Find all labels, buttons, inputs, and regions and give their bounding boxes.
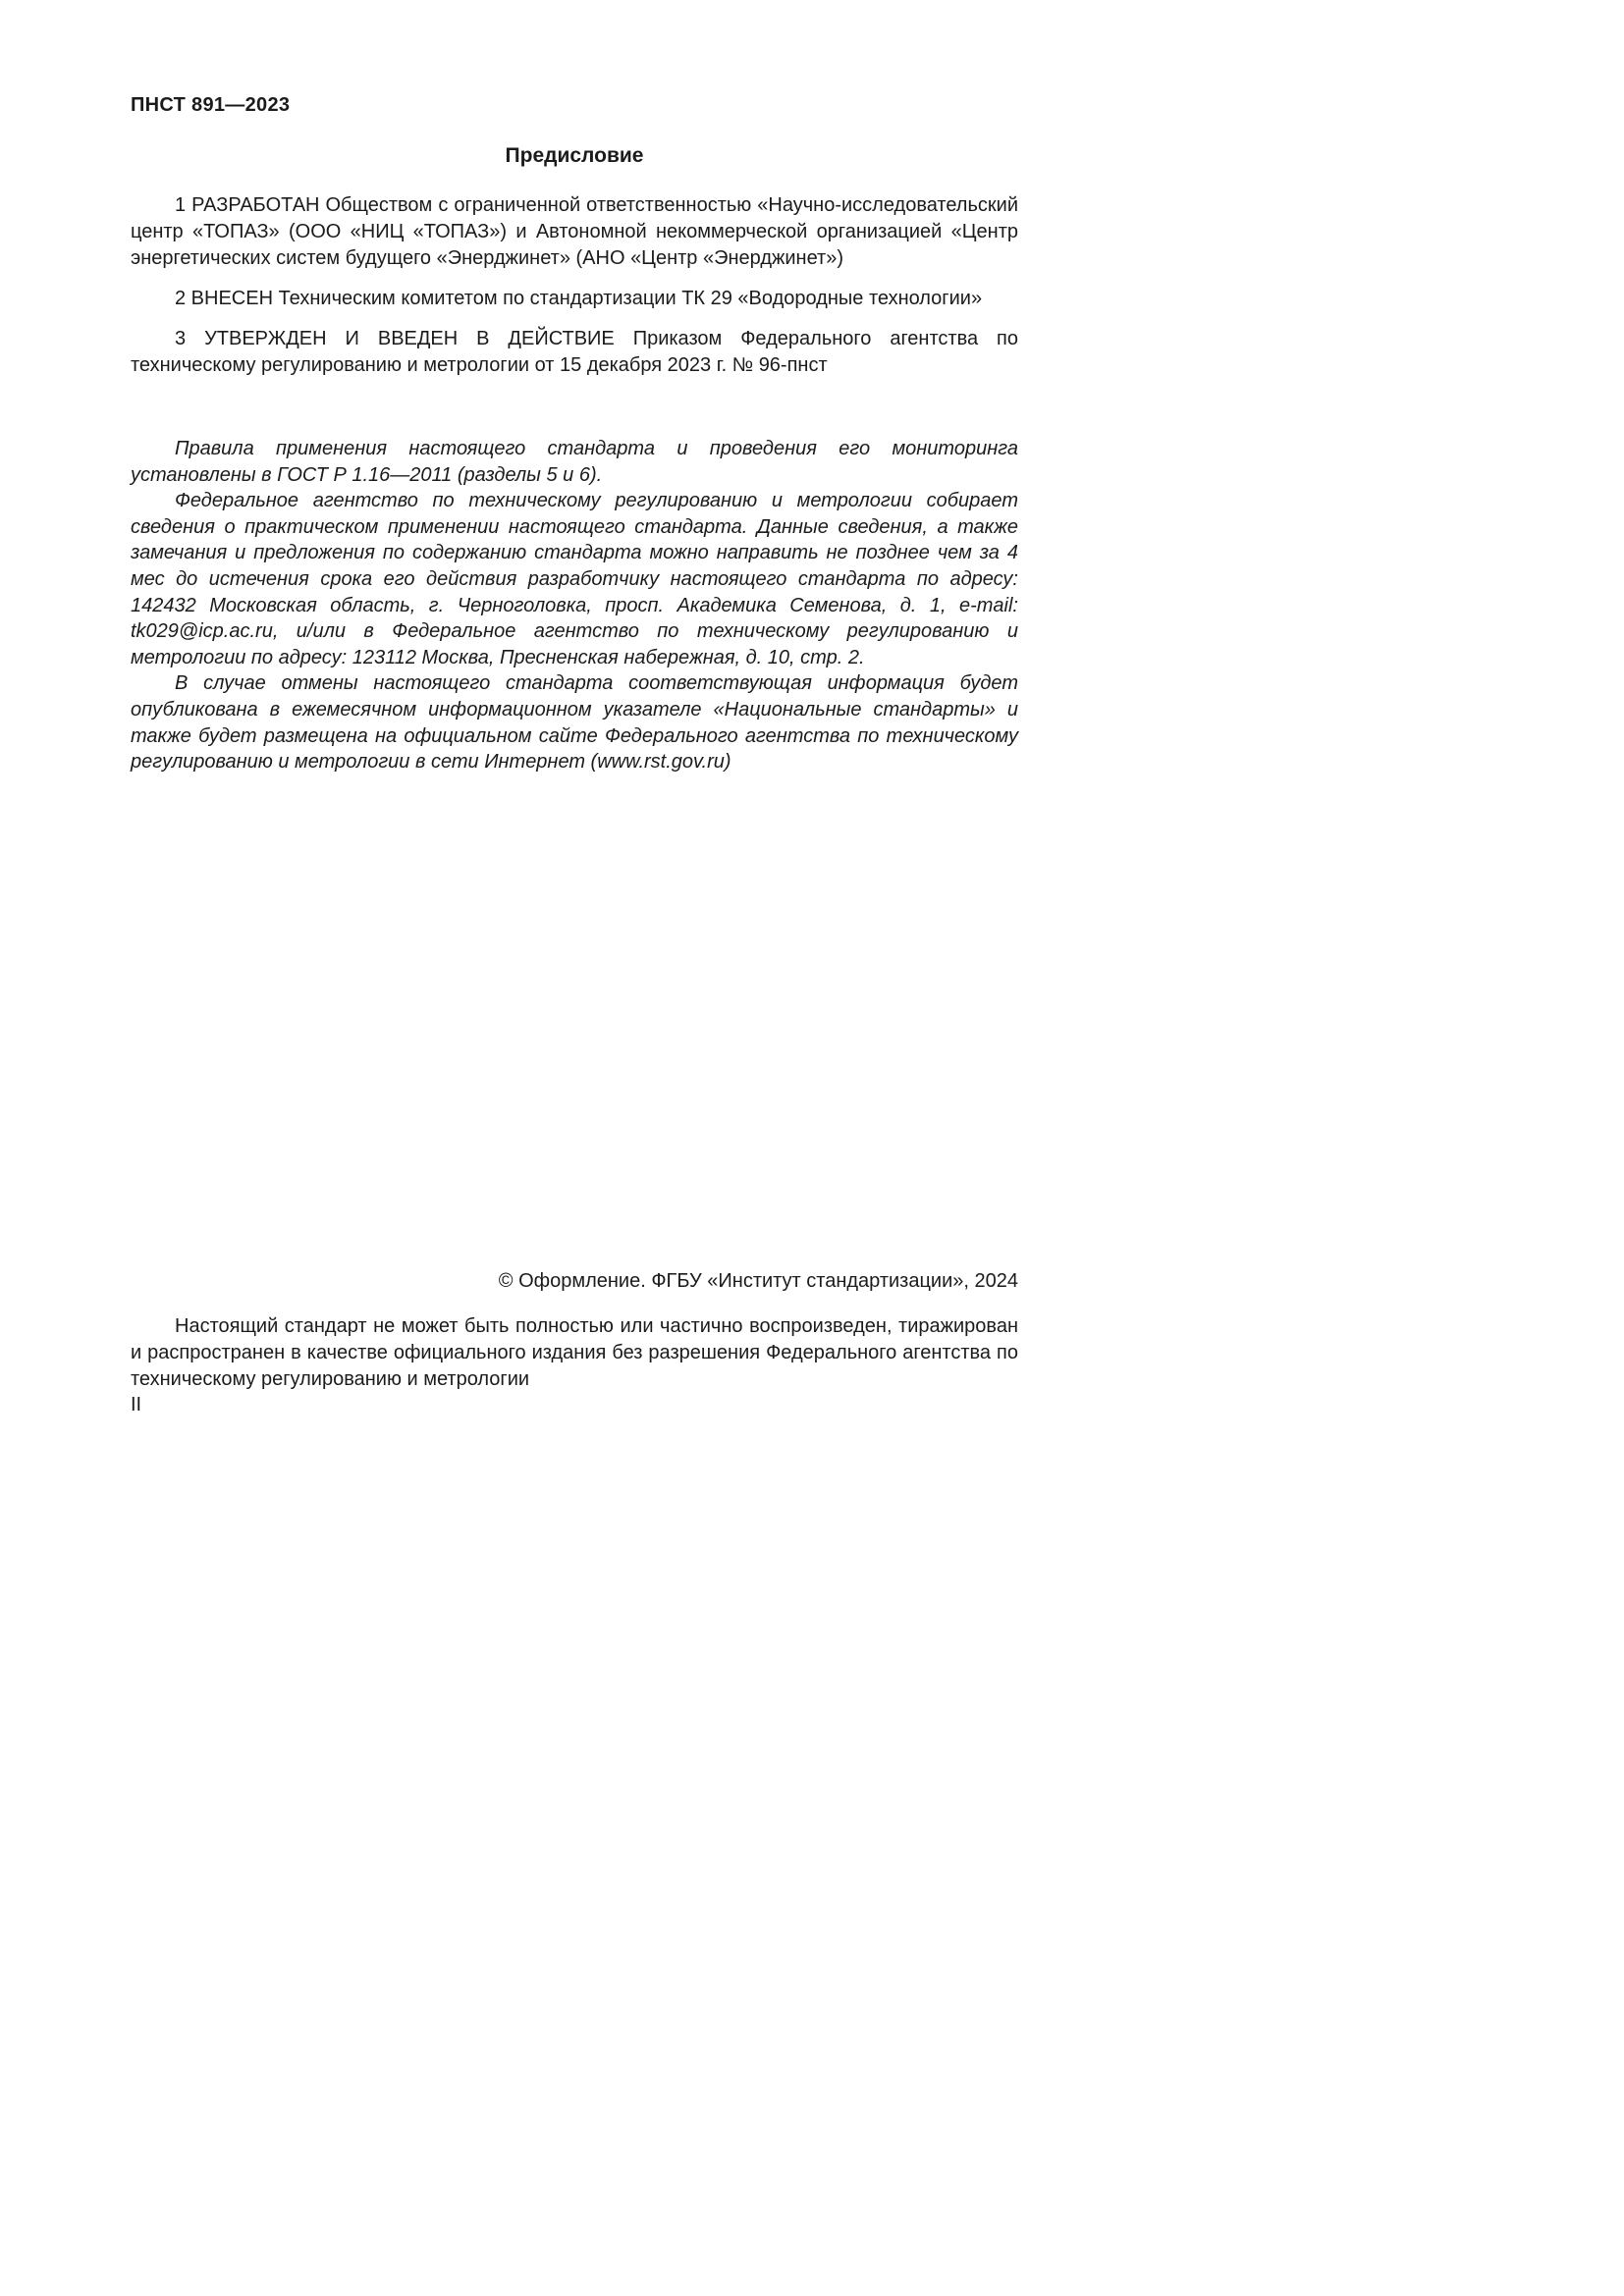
- page-number: II: [131, 1394, 142, 1415]
- page-title: Предисловие: [505, 144, 644, 167]
- notice-paragraph-cancellation: В случае отмены настоящего стандарта соответствующая информация будет опубликована в ежемесячном информационном указателе «Национальные стандарты» и также будет размещена на официальном сайте Федерального агентства по техническому регулированию и метрологии в сети Интернет (www.rst.gov.ru): [131, 672, 1018, 774]
- foreword-section: [131, 192, 1018, 393]
- notice-paragraph-rules: Правила применения настоящего стандарта и проведения его мониторинга установлены в ГОСТ Р 1.16—2011 (разделы 5 и 6).: [131, 438, 1018, 486]
- foreword-item-approved: 3 УТВЕРЖДЕН И ВВЕДЕН В ДЕЙСТВИЕ Приказом Федерального агентства по техническому регулированию и метрологии от 15 декабря 2023 г. № 96-пнст: [131, 328, 1018, 376]
- footer-paragraph: Настоящий стандарт не может быть полностью или частично воспроизведен, тиражирован и распространен в качестве официального издания без разрешения Федерального агентства по техническому регулированию и метрологии: [131, 1315, 1018, 1390]
- doc-code: ПНСТ 891—2023: [131, 94, 291, 116]
- foreword-item-submitted: 2 ВНЕСЕН Техническим комитетом по стандартизации ТК 29 «Водородные технологии»: [175, 288, 983, 309]
- copyright-line: © Оформление. ФГБУ «Институт стандартизации», 2024: [498, 1270, 1018, 1292]
- notice-section: [131, 436, 1018, 775]
- footer-note: [131, 1313, 1018, 1393]
- foreword-item-developed: 1 РАЗРАБОТАН Обществом с ограниченной ответственностью «Научно-исследовательский центр «ТОПАЗ» (ООО «НИЦ «ТОПАЗ») и Автономной некоммерческой организацией «Центр энергетических систем будущего «Энерджинет» (АНО «Центр «Энерджинет»): [131, 194, 1018, 269]
- notice-paragraph-feedback: Федеральное агентство по техническому регулированию и метрологии собирает сведения о практическом применении настоящего стандарта. Данные сведения, а также замечания и предложения по содержанию стандарта можно направить не позднее чем за 4 мес до истечения срока его действия разработчику настоящего стандарта по адресу: 142432 Московская область, г. Черноголовка, просп. Академика Семенова, д. 1, e-mail: tk029@icp.ac.ru, и/или в Федеральное агентство по техническому регулированию и метрологии по адресу: 123112 Москва, Пресненская набережная, д. 10, стр. 2.: [131, 490, 1018, 668]
